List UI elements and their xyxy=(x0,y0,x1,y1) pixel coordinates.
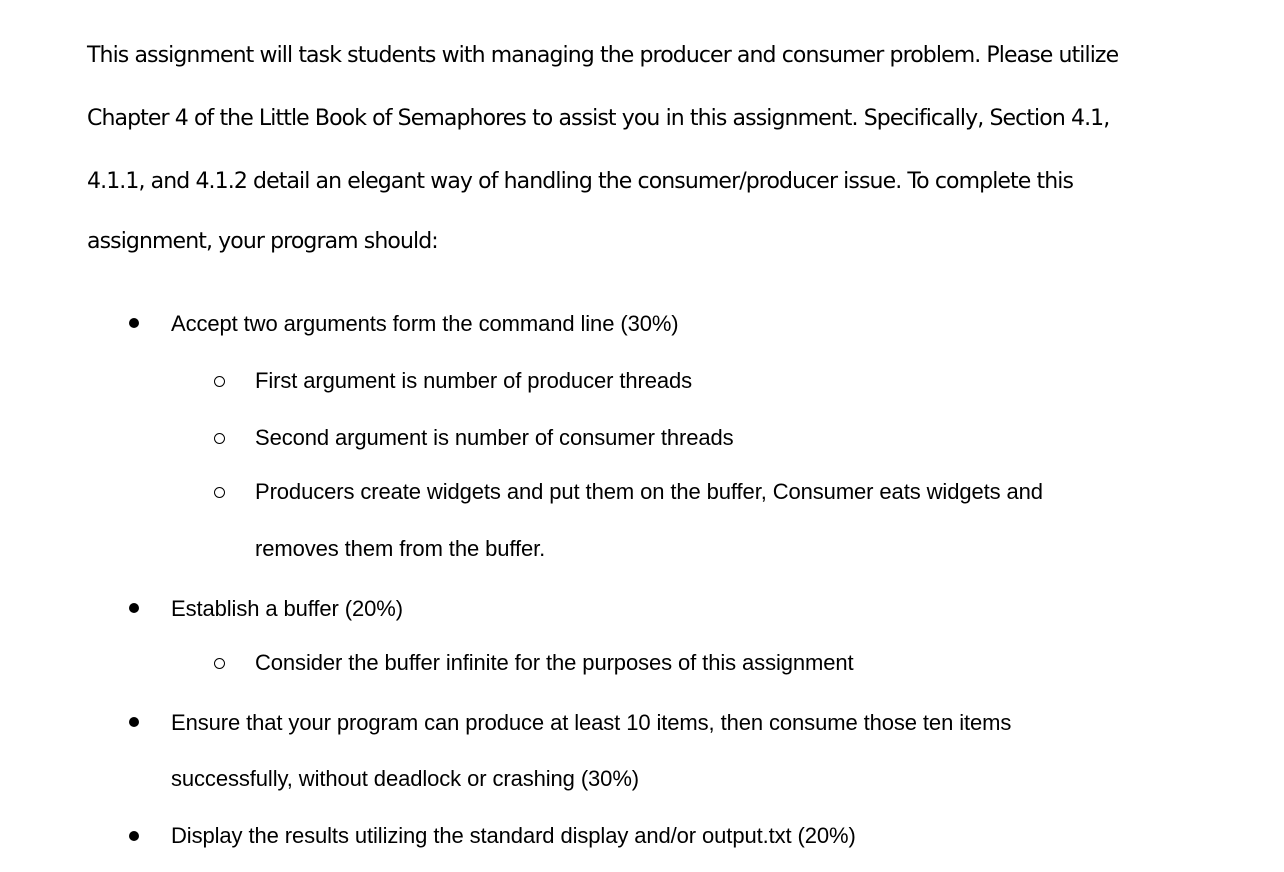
sub-list-item-text: First argument is number of producer threads xyxy=(255,368,693,393)
sub-list-item-text: Consider the buffer infinite for the purposes of this assignment xyxy=(255,650,854,675)
bullet-icon xyxy=(129,717,139,727)
list-item-text: successfully, without deadlock or crashing (30%) xyxy=(171,766,640,791)
sub-list-item-text: Producers create widgets and put them on the buffer, Consumer eats widgets and xyxy=(255,479,1043,504)
intro-line: assignment, your program should: xyxy=(87,229,438,254)
bullet-icon xyxy=(129,318,139,328)
hollow-bullet-icon xyxy=(214,487,225,498)
bullet-icon xyxy=(129,603,139,613)
intro-line: Chapter 4 of the Little Book of Semaphores to assist you in this assignment. Specifically, Section 4.1, xyxy=(87,106,1110,131)
list-item-text: Display the results utilizing the standard display and/or output.txt (20%) xyxy=(171,823,856,848)
list-item-text: Ensure that your program can produce at least 10 items, then consume those ten items xyxy=(171,710,1012,735)
hollow-bullet-icon xyxy=(214,376,225,387)
hollow-bullet-icon xyxy=(214,433,225,444)
sub-list-item-text: removes them from the buffer. xyxy=(255,536,546,561)
intro-line: This assignment will task students with managing the producer and consumer problem. Please utilize xyxy=(87,43,1119,68)
list-item-text: Establish a buffer (20%) xyxy=(171,596,403,621)
intro-line: 4.1.1, and 4.1.2 detail an elegant way of handling the consumer/producer issue. To complete this xyxy=(87,169,1074,194)
sub-list-item-text: Second argument is number of consumer threads xyxy=(255,425,734,450)
bullet-icon xyxy=(129,831,139,841)
hollow-bullet-icon xyxy=(214,658,225,669)
list-item-text: Accept two arguments form the command line (30%) xyxy=(171,311,679,336)
